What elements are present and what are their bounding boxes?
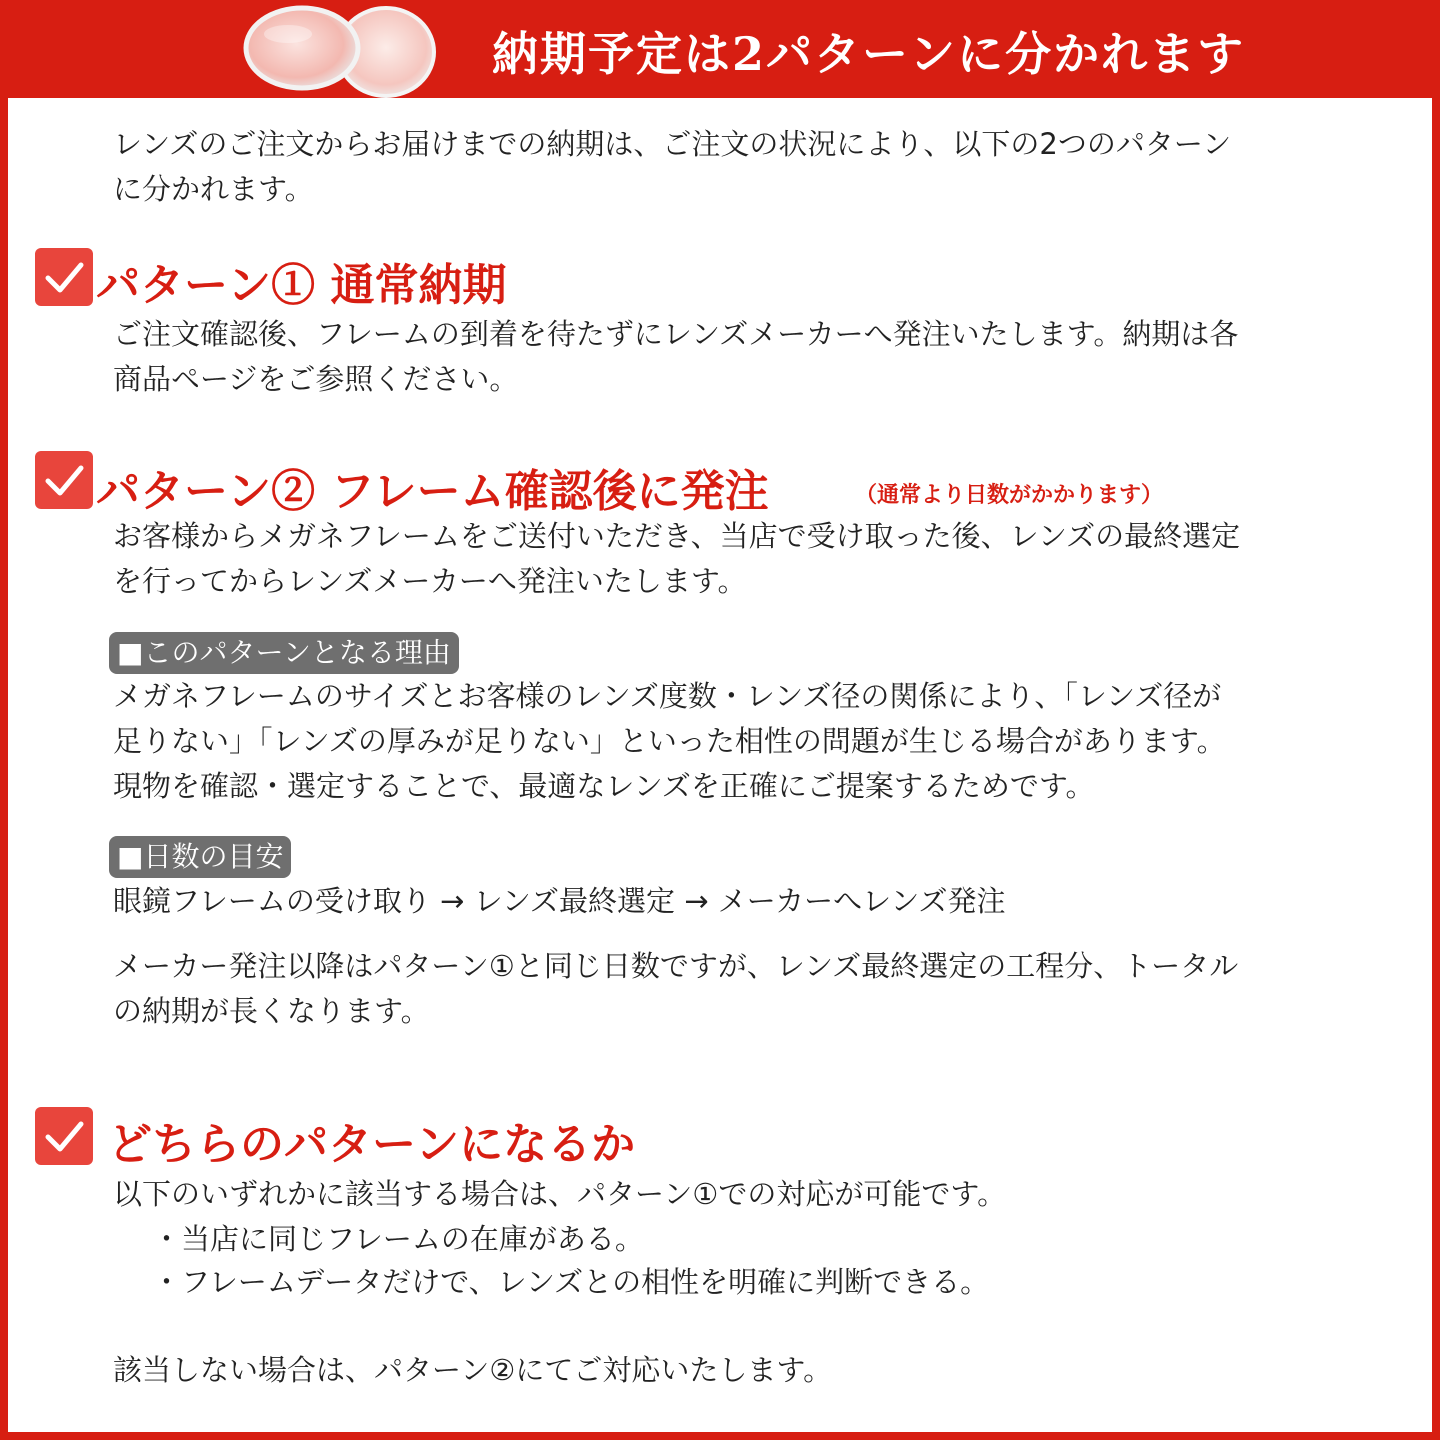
which-bullet: ・フレームデータだけで、レンズとの相性を明確に判断できる。 (152, 1265, 990, 1299)
intro-text: レンズのご注文からお届けまでの納期は、ご注文の状況により、以下の2つのパターン に分かれます。 (113, 127, 1232, 206)
pattern1-heading: パターン① 通常納期 (96, 260, 507, 311)
which-heading: どちらのパターンになるか (108, 1119, 636, 1170)
which-footer: 該当しない場合は、パターン②にてご対応いたします。 (113, 1353, 833, 1387)
days-label: ■日数の目安 (109, 836, 291, 878)
lens-icon (236, 2, 446, 102)
check-icon (35, 451, 93, 509)
which-bullet: ・当店に同じフレームの在庫がある。 (152, 1222, 644, 1256)
check-icon (35, 248, 93, 306)
pattern1-body: ご注文確認後、フレームの到着を待たずにレンズメーカーへ発注いたします。納期は各 商品ページをご参照ください。 (113, 317, 1239, 396)
days-flow: 眼鏡フレームの受け取り → レンズ最終選定 → メーカーへレンズ発注 (113, 884, 1006, 918)
page-title: 納期予定は2パターンに分かれます (492, 27, 1246, 81)
days-body: メーカー発注以降はパターン①と同じ日数ですが、レンズ最終選定の工程分、トータル の納期が長くなります。 (113, 949, 1239, 1028)
pattern2-heading: パターン② フレーム確認後に発注 (96, 466, 769, 517)
which-lead: 以下のいずれかに該当する場合は、パターン①での対応が可能です。 (113, 1177, 1007, 1211)
check-icon (35, 1107, 93, 1165)
reason-label: ■このパターンとなる理由 (109, 632, 459, 674)
reason-body: メガネフレームのサイズとお客様のレンズ度数・レンズ径の関係により、「レンズ径が 足りない」「レンズの厚みが足りない」といった相性の問題が生じる場合があります。 現物を確認・選定することで、最適なレンズを正確にご提案するためです。 (113, 679, 1226, 803)
pattern2-note: （通常より日数がかかります） (855, 482, 1164, 508)
header-banner (0, 0, 1440, 98)
pattern2-body: お客様からメガネフレームをご送付いただき、当店で受け取った後、レンズの最終選定 を行ってからレンズメーカーへ発注いたします。 (113, 519, 1241, 598)
